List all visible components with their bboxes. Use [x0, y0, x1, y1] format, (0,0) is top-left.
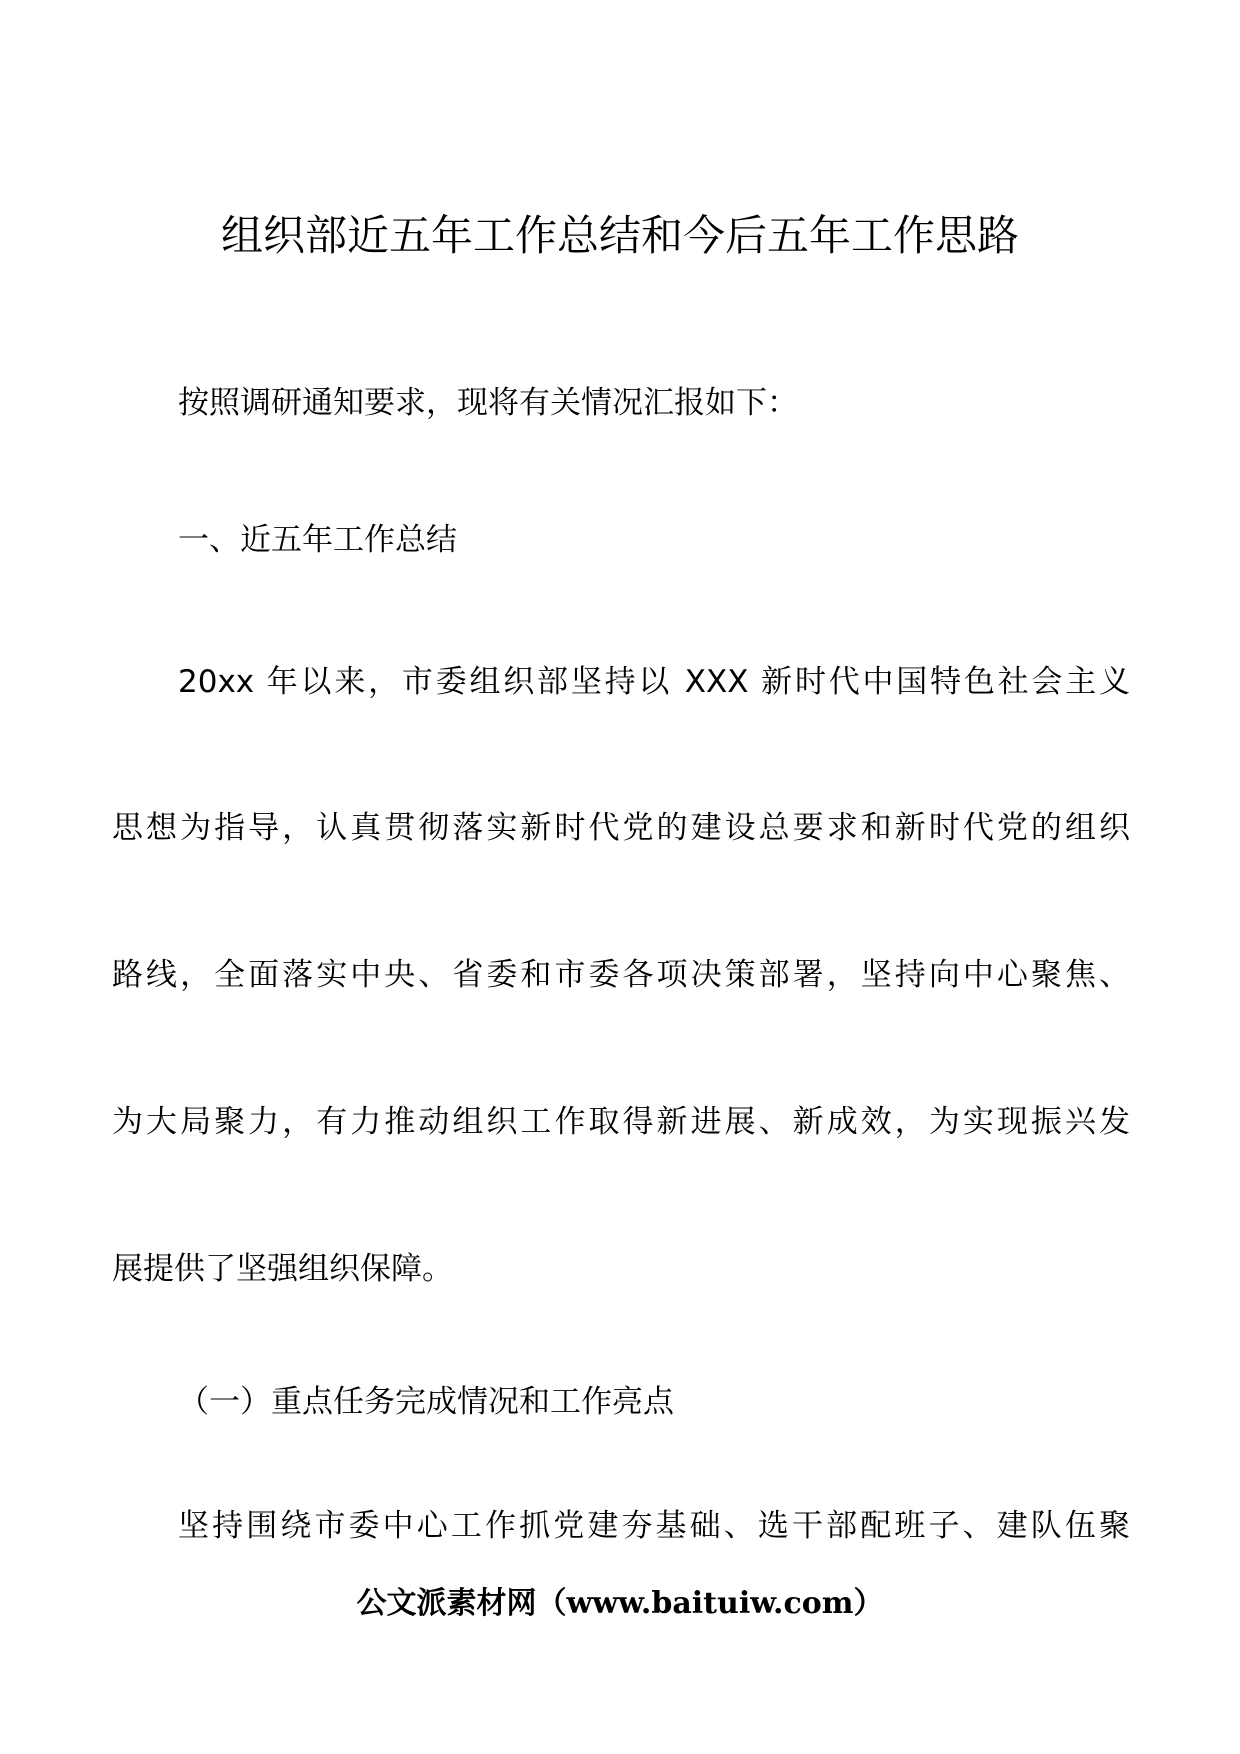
document-title: 组织部近五年工作总结和今后五年工作思路 — [220, 211, 1019, 260]
paragraph-1-line-5: 展提供了坚强组织保障。 — [112, 1251, 453, 1287]
footer-watermark: 公文派素材网（www.baituiw.com） — [356, 1586, 884, 1621]
subsection-heading-1: （一）重点任务完成情况和工作亮点 — [178, 1384, 674, 1420]
paragraph-1-line-2: 思想为指导，认真贯彻落实新时代党的建设总要求和新时代党的组织 — [112, 810, 1130, 846]
paragraph-2-line-1: 坚持围绕市委中心工作抓党建夯基础、选干部配班子、建队伍聚 — [178, 1508, 1130, 1544]
section-heading-1: 一、近五年工作总结 — [178, 522, 457, 558]
intro-paragraph: 按照调研通知要求，现将有关情况汇报如下： — [178, 385, 798, 421]
paragraph-1-line-1: 20xx 年以来，市委组织部坚持以 XXX 新时代中国特色社会主义 — [178, 664, 1130, 700]
paragraph-1-line-3: 路线，全面落实中央、省委和市委各项决策部署，坚持向中心聚焦、 — [112, 957, 1130, 993]
paragraph-1-line-4: 为大局聚力，有力推动组织工作取得新进展、新成效，为实现振兴发 — [112, 1104, 1130, 1140]
